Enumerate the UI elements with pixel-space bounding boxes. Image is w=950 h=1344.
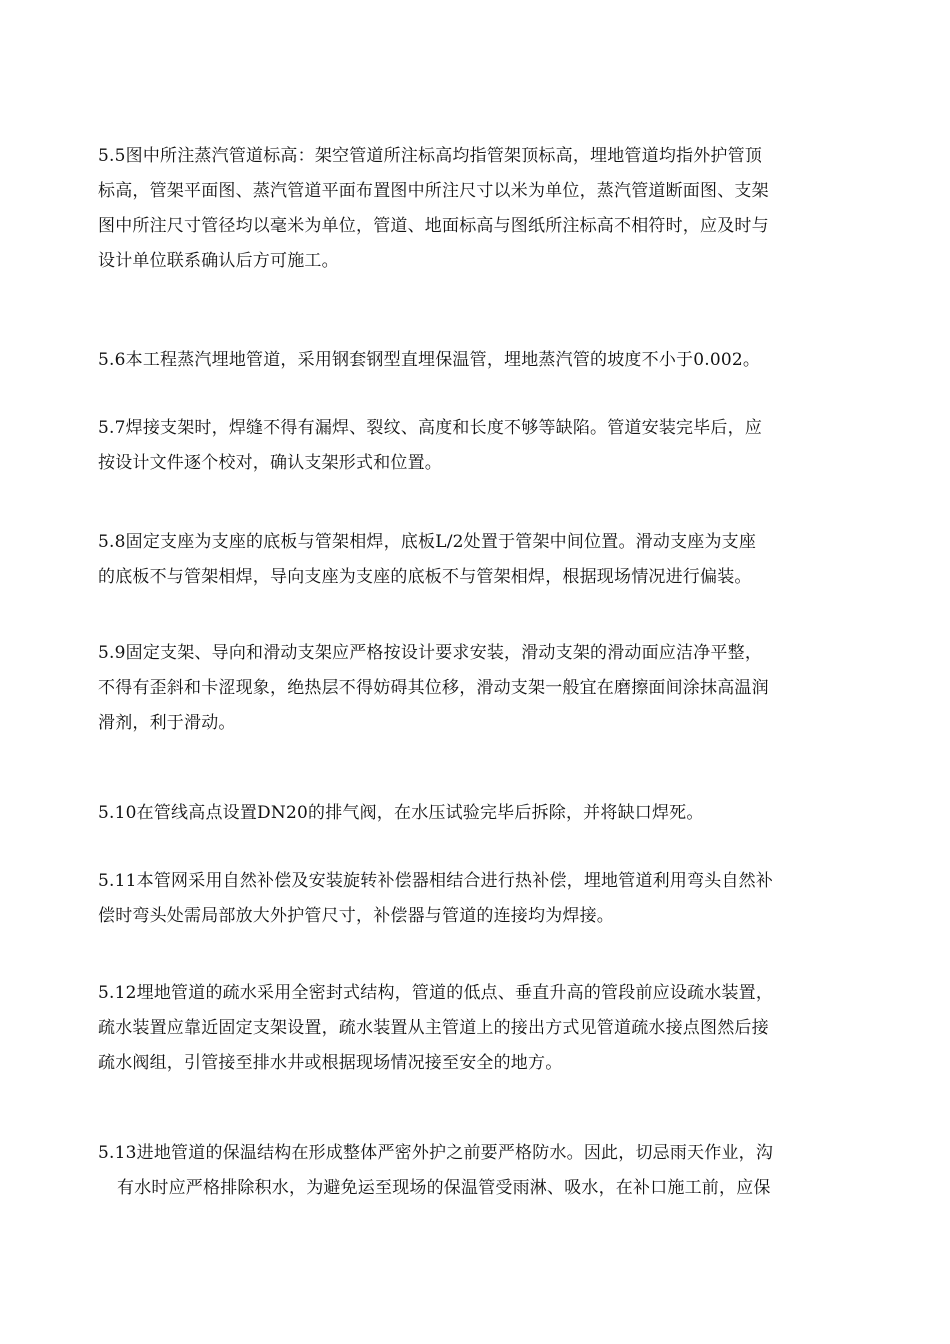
paragraph-5-6 [98,343,854,378]
text-line: 5.6本工程蒸汽埋地管道，采用钢套钢型直埋保温管，埋地蒸汽管的坡度不小于0.002。 [98,350,761,370]
text-line: 5.13进地管道的保温结构在形成整体严密外护之前要严格防水。因此，切忌雨天作业，沟 [98,1143,774,1163]
text-line: 设计单位联系确认后方可施工。 [98,251,339,271]
text-line: 疏水装置应靠近固定支架设置，疏水装置从主管道上的接出方式见管道疏水接点图然后接 [98,1018,769,1038]
paragraph-5-13 [98,1136,854,1206]
text-line: 5.10在管线高点设置DN20的排气阀，在水压试验完毕后拆除，并将缺口焊死。 [98,803,704,823]
text-line: 偿时弯头处需局部放大外护管尺寸，补偿器与管道的连接均为焊接。 [98,906,614,926]
paragraph-5-7 [98,411,854,481]
text-line: 滑剂，利于滑动。 [98,713,236,733]
text-line: 有水时应严格排除积水，为避免运至现场的保温管受雨淋、吸水，在补口施工前，应保 [117,1178,771,1198]
paragraph-5-5 [98,139,854,279]
paragraph-5-9 [98,636,854,741]
paragraph-5-10 [98,796,854,831]
text-line: 不得有歪斜和卡涩现象，绝热层不得妨碍其位移，滑动支架一般宜在磨擦面间涂抹高温润 [98,678,769,698]
text-line: 5.9固定支架、导向和滑动支架应严格按设计要求安装，滑动支架的滑动面应洁净平整， [98,643,763,663]
text-line: 的底板不与管架相焊，导向支座为支座的底板不与管架相焊，根据现场情况进行偏装。 [98,567,752,587]
text-line: 5.5图中所注蒸汽管道标高：架空管道所注标高均指管架顶标高，埋地管道均指外护管顶 [98,146,763,166]
text-line: 按设计文件逐个校对，确认支架形式和位置。 [98,453,442,473]
text-line: 5.11本管网采用自然补偿及安装旋转补偿器相结合进行热补偿，埋地管道利用弯头自然补 [98,871,774,891]
text-line: 5.7焊接支架时，焊缝不得有漏焊、裂纹、高度和长度不够等缺陷。管道安装完毕后，应 [98,418,763,438]
text-line: 标高，管架平面图、蒸汽管道平面布置图中所注尺寸以米为单位，蒸汽管道断面图、支架 [98,181,769,201]
paragraph-5-8 [98,525,854,595]
text-line: 5.12埋地管道的疏水采用全密封式结构，管道的低点、垂直升高的管段前应设疏水装置， [98,983,774,1003]
text-line: 疏水阀组，引管接至排水井或根据现场情况接至安全的地方。 [98,1053,563,1073]
paragraph-5-11 [98,864,854,934]
text-line: 5.8固定支座为支座的底板与管架相焊，底板L/2处置于管架中间位置。滑动支座为支座 [98,532,757,552]
paragraph-5-12 [98,976,854,1081]
text-line: 图中所注尺寸管径均以毫米为单位，管道、地面标高与图纸所注标高不相符时，应及时与 [98,216,769,236]
